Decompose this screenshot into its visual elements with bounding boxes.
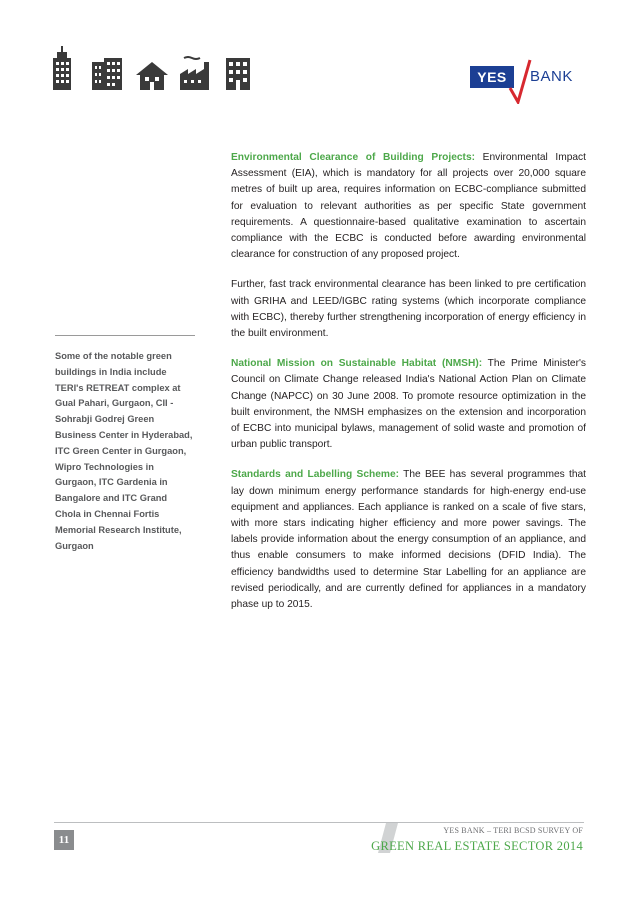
skyscraper-icon [50, 46, 76, 90]
paragraph-body: The BEE has several programmes that lay down minimum energy performance standards for high-energy end-use equipment and appliances. Each appliance is ranked on a scale of five stars, with more stars indicating higher efficiency and more power savings. The labels provide information about the energy consumption of an appliance, and thus enable consumers to make informed decisions (DFID India). The efficiency bandwidths used to determine Star Labelling for an appliance are revised periodically, and are currently defined for appliances in a mandatory phase up to 2015. [231, 469, 586, 611]
paragraph-heading: Standards and Labelling Scheme: [231, 469, 400, 481]
paragraph-nmsh [231, 356, 586, 453]
apartment-building-icon [226, 58, 250, 90]
paragraph-body: Further, fast track environmental clearance has been linked to pre certification with GRIHA and LEED/IGBC rating systems (which incorporate compliance with ECBC), thereby further strengthening incorporation of energy efficiency in the built environment. [231, 279, 586, 340]
office-building-icon [92, 58, 122, 90]
page-number: 11 [54, 830, 74, 850]
yes-bank-logo [470, 58, 582, 104]
footer-survey-title: YES BANK – TERI BCSD SURVEY OF [443, 826, 583, 835]
main-text-column [231, 150, 586, 613]
footer-report-title: GREEN REAL ESTATE SECTOR 2014 [371, 839, 583, 853]
paragraph-body: The Prime Minister's Council on Climate Change released India's National Action Plan on Climate Change (NAPCC) on 30 June 2008. To promote resource optimization in the built environment, the NMSH emphasizes on the extension and incorporation of ECBC into municipal bylaws, management of solid waste and promotion of urban public transport. [231, 358, 587, 451]
paragraph-standards-labelling [231, 467, 586, 613]
logo-yes-text: YES [470, 66, 514, 88]
paragraph-body: Environmental Impact Assessment (EIA), which is mandatory for all projects over 20,000 square metres of built up area, requires information on ECBC-compliance submitted for evaluation to relevant authorities as per specific State government requirements. A questionnaire-based qualitative examination to ascertain compliance with the ECBC is conducted before awarding environmental clearance for construction of any proposed project. [231, 152, 586, 261]
logo-bank-text: BANK [530, 68, 573, 85]
sidebar-text: Some of the notable green buildings in India include TERI's RETREAT complex at Gual Pahari, Gurgaon, CII - Sohrabji Godrej Green Business Center in Hyderabad, ITC Green Center in Gurgaon, Wipro Technologies in Gurgaon, ITC Gardenia in Bangalore and ITC Grand Chola in Chennai Fortis Memorial Research Institute, Gurgaon [55, 351, 193, 551]
building-icons-row [50, 44, 270, 90]
paragraph-heading: National Mission on Sustainable Habitat (NMSH): [231, 358, 483, 370]
footer-rule [54, 822, 584, 823]
factory-icon [180, 56, 214, 90]
house-icon [136, 62, 168, 90]
paragraph-environmental-clearance [231, 150, 586, 263]
logo-checkmark-icon [508, 58, 532, 104]
sidebar-note [55, 335, 195, 554]
paragraph-heading: Environmental Clearance of Building Projects: [231, 152, 475, 163]
paragraph-fast-track [231, 277, 586, 342]
sidebar-divider [55, 335, 195, 336]
